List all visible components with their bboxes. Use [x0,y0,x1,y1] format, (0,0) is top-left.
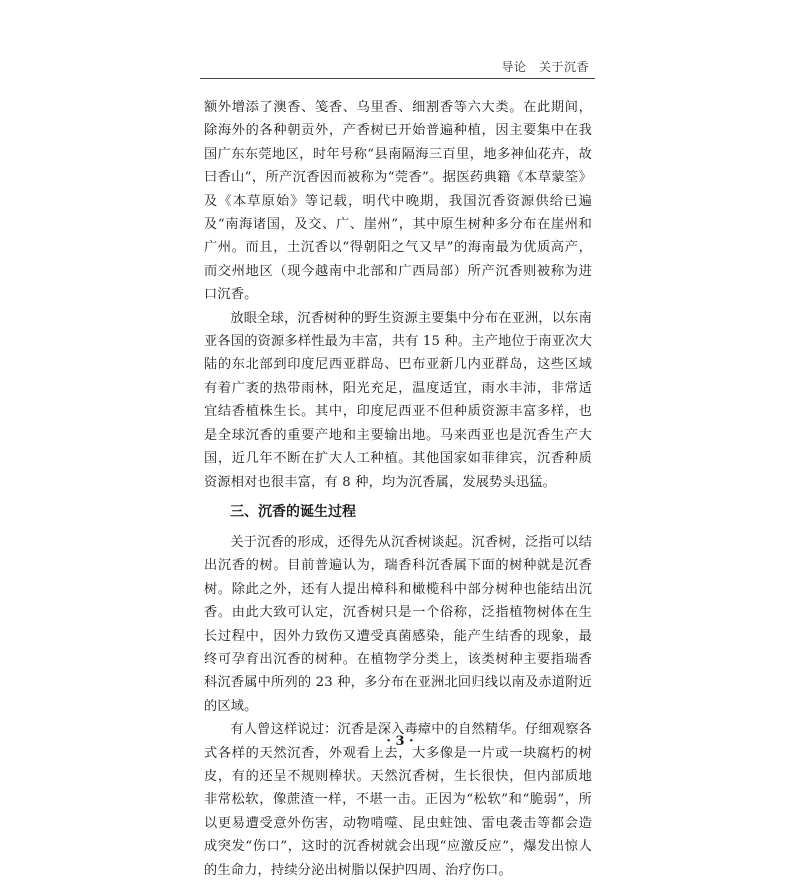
paragraph-natural-essence: 有人曾这样说过：沉香是深入毒瘴中的自然精华。仔细观察各式各样的天然沉香，外观看上去，大多像是一片或一块腐朽的树皮，有的还呈不规则棒状。天然沉香树，生长很快，但内部质地非常松软，像蔗渣一样，不堪一击。正因为“松软”和“脆弱”，所以更易遭受意外伤害，动物啃噬、昆虫蛀蚀、雷电袭击等都会造成突发“伤口”，这时的沉香树就会出现“应激反应”，爆发出惊人的生命力，持续分泌出树脂以保护四周、治疗伤口。 [204,722,592,878]
paragraph-global-resources: 放眼全球，沉香树种的野生资源主要集中分布在亚洲，以东南亚各国的资源多样性最为丰富，共有 15 种。主产地位于南亚次大陆的东北部到印度尼西亚群岛、巴布亚新几内亚群岛，这些区域有着广袤的热带雨林，阳光充足，温度适宜，雨水丰沛，非常适宜结香植株生长。其中，印度尼西亚不但种质资源丰富多样，也是全球沉香的重要产地和主要输出地。马来西亚也是沉香生产大国，近几年不断在扩大人工种植。其他国家如菲律宾，沉香种质资源相对也很丰富，有 8 种，均为沉香属，发展势头迅猛。 [204,310,592,490]
page-number: · 3 · [386,734,414,749]
page-body [204,96,592,882]
running-title: 导论 关于沉香 [501,60,589,74]
paragraph-formation: 关于沉香的形成，还得先从沉香树谈起。沉香树，泛指可以结出沉香的树。目前普遍认为，瑞香科沉香属下面的树种就是沉香树。除此之外，还有人提出樟科和橄榄科中部分树种也能结出沉香。由此大致可认定，沉香树只是一个俗称，泛指植物树体在生长过程中，因外力致伤又遭受真菌感染，能产生结香的现象，最终可孕育出沉香的树种。在植物学分类上，该类树种主要指瑞香科沉香属中所列的 23 种，多分布在亚洲北回归线以南及赤道附近的区域。 [204,534,592,714]
paragraph-continued: 额外增添了澳香、笺香、乌里香、细割香等六大类。在此期间，除海外的各种朝贡外，产香树已开始普遍种植，因主要集中在我国广东东莞地区，时年号称“县南隔海三百里，地多神仙花卉，故曰香山”，所产沉香因而被称为“莞香”。据医药典籍《本草蒙筌》及《本草原始》等记载，明代中晚期，我国沉香资源供给已遍及“南海诸国，及交、广、崖州”，其中原生树种多分布在崖州和广州。而且，土沉香以“得朝阳之气又早”的海南最为优质高产，而交州地区（现今越南中北部和广西局部）所产沉香则被称为进口沉香。 [204,100,592,303]
section-heading: 三、沉香的诞生过程 [230,503,356,520]
running-header [200,56,595,79]
